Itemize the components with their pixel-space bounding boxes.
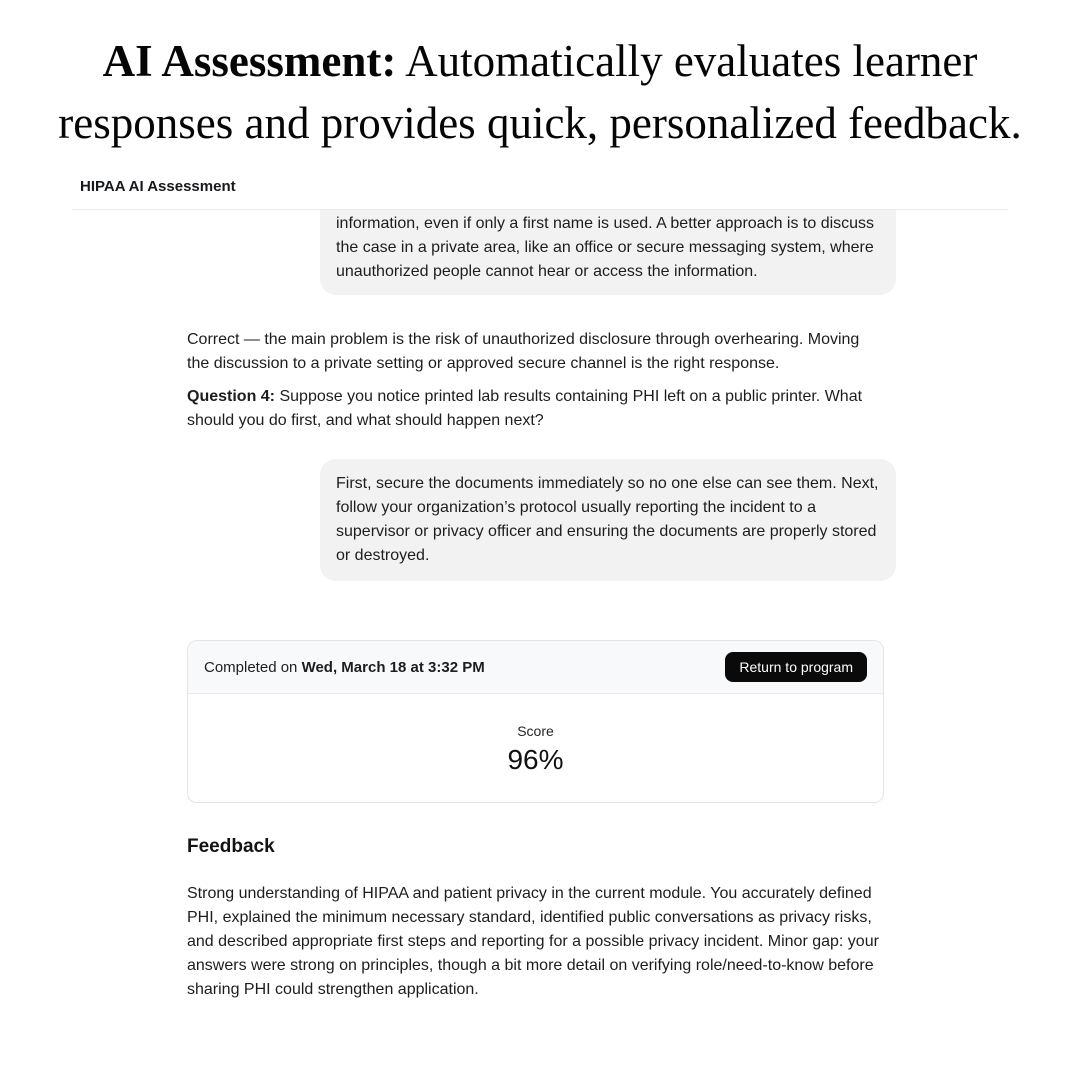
widget-title: HIPAA AI Assessment — [80, 178, 236, 195]
completed-on-prefix: Completed on — [204, 658, 298, 676]
feedback-body: Strong understanding of HIPAA and patient privacy in the current module. You accurately defined PHI, explained the minimum necessary standard, identified public conversations as privacy risks, and described appropriate first steps and reporting for a possible privacy incident. Minor gap: your answers were strong on principles, though a bit more detail on verifying role/need-to-know before sharing PHI could strengthen application. — [187, 885, 879, 998]
question-number-label: Question 4: — [187, 388, 276, 405]
completed-on-text — [204, 659, 485, 676]
user-message-bubble: First, secure the documents immediately so no one else can see them. Next, follow your organization’s protocol usually reporting the incident to a supervisor or privacy officer and ensuring the documents are properly stored or destroyed. — [320, 459, 896, 581]
page-title-bold: AI Assessment: — [102, 36, 397, 86]
completed-on-datetime: Wed, March 18 at 3:32 PM — [301, 658, 485, 676]
user-message-bubble: information, even if only a first name is used. A better approach is to discuss the case in a private area, like an office or secure messaging system, where unauthorized people cannot hear or access the information. — [320, 210, 896, 295]
question-text: Suppose you notice printed lab results containing PHI left on a public printer. What should you do first, and what should happen next? — [187, 388, 863, 429]
completion-card — [187, 640, 884, 803]
completion-card-header — [188, 641, 883, 694]
score-value: 96% — [507, 744, 564, 775]
feedback-heading: Feedback — [187, 836, 275, 857]
page-title-rest: Automatically evaluates learner responses and provides quick, personalized feedback. — [58, 36, 1022, 148]
assistant-question — [187, 385, 879, 433]
return-to-program-button[interactable]: Return to program — [725, 652, 867, 682]
chat-scroll-area[interactable] — [187, 210, 896, 1002]
page-title — [38, 0, 1042, 154]
assistant-message: Correct — the main problem is the risk of unauthorized disclosure through overhearing. Moving the discussion to a private setting or approved secure channel is the right response. — [187, 331, 860, 372]
score-label: Score — [517, 723, 554, 739]
score-section — [188, 694, 883, 802]
